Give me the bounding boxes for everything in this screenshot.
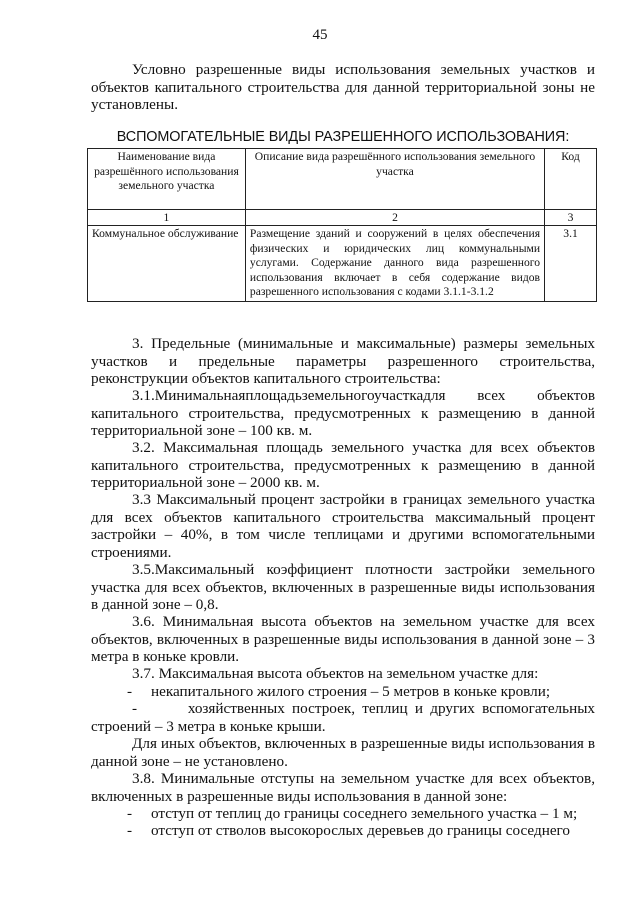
list-item-text: отступ от теплиц до границы соседнего земельного участка – 1 м; — [151, 805, 578, 822]
list-item-with-dash — [91, 700, 595, 735]
use-code-cell: 3.1 — [545, 226, 597, 302]
table-row — [88, 226, 597, 302]
paragraph-3-8: 3.8. Минимальные отступы на земельном участке для всех объектов, включенных в разрешенные виды использования в данной зоне: — [91, 770, 595, 805]
section-3-intro: 3. Предельные (минимальные и максимальные) размеры земельных участков и предельные параметры разрешенного строительства, реконструкции объектов капитального строительства: — [91, 335, 595, 387]
use-name-cell: Коммунальное обслуживание — [88, 226, 246, 302]
list-dash: - — [127, 822, 133, 839]
column-number: 2 — [245, 210, 544, 226]
list-dash: - — [127, 683, 133, 700]
auxiliary-uses-table — [87, 148, 597, 302]
paragraph-3-3: 3.3 Максимальный процент застройки в границах земельного участка для всех объектов капитального строительства максимальный процент застройки – 40%, в том числе теплицами и другими вспомогательными строениями. — [91, 491, 595, 561]
list-item-text: хозяйственных построек, теплиц и других вспомогательных строений – 3 метра в коньке крыши. — [91, 700, 595, 735]
paragraph-3-1: 3.1.Минимальнаяплощадьземельногоучасткадля всех объектов капитального строительства, предусмотренных к размещению в данной территориальной зоне – 100 кв. м. — [91, 387, 595, 439]
paragraph-3-5: 3.5.Максимальный коэффициент плотности застройки земельного участка для всех объектов, включенных в разрешенные виды использования в данной зоне – 0,8. — [91, 561, 595, 613]
column-number-row — [88, 210, 597, 226]
list-dash: - — [127, 805, 133, 822]
page-number: 45 — [312, 27, 328, 43]
header-description: Описание вида разрешённого использования земельного участка — [245, 149, 544, 210]
list-dash: - — [132, 700, 138, 717]
header-code: Код — [545, 149, 597, 210]
paragraph-3-6: 3.6. Минимальная высота объектов на земельном участке для всех объектов, включенных в разрешенные виды использования в данной зоне – 3 метра в коньке кровли. — [91, 613, 595, 665]
column-number: 3 — [545, 210, 597, 226]
header-name: Наименование вида разрешённого использования земельного участка — [88, 149, 246, 210]
column-number: 1 — [88, 210, 246, 226]
paragraph-3-2: 3.2. Максимальная площадь земельного участка для всех объектов капитального строительства, предусмотренных к размещению в данной территориальной зоне – 2000 кв. м. — [91, 439, 595, 491]
conditional-uses-paragraph: Условно разрешенные виды использования земельных участков и объектов капитального строительства для данной территориальной зоны не установлены. — [91, 61, 595, 113]
use-description-cell: Размещение зданий и сооружений в целях обеспечения физических и юридических лиц коммунальными услугами. Содержание данного вида разрешенного использования включает в себя содержание видов разрешенного использования с кодами 3.1.1-3.1.2 — [245, 226, 544, 302]
paragraph-3-7: 3.7. Максимальная высота объектов на земельном участке для: — [132, 665, 539, 682]
paragraph-3-7-other: Для иных объектов, включенных в разрешенные виды использования в данной зоне – не установлено. — [91, 735, 595, 770]
list-item-text: отступ от стволов высокорослых деревьев до границы соседнего — [151, 822, 571, 839]
list-item-text: некапитального жилого строения – 5 метров в коньке кровли; — [151, 683, 551, 700]
table-title: ВСПОМОГАТЕЛЬНЫЕ ВИДЫ РАЗРЕШЕННОГО ИСПОЛЬЗОВАНИЯ: — [116, 129, 570, 145]
table-header-row — [88, 149, 597, 210]
